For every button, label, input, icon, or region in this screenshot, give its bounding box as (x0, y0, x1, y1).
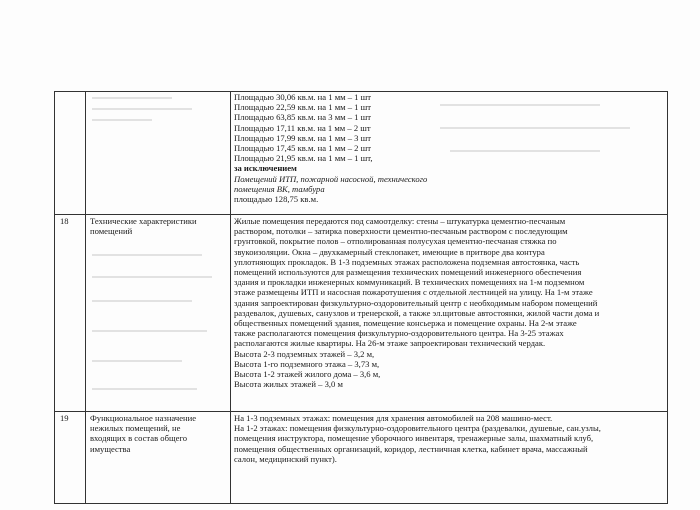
height-line: Высота 1-2 этажей жилого дома – 3,6 м, (234, 369, 381, 380)
description-line: помещения общественных организаций, коридор, лестничная клетка, кабинет врача, массажный (234, 443, 588, 454)
exclusion-line: помещения ВК, тамбура (234, 183, 325, 194)
description-line: На 1-3 подземных этажах: помещения для хранения автомобилей на 208 машино-мест. (234, 413, 553, 423)
description-line: здания и прокладки инженерных коммуникаций. В технических помещениях на 1-м подземном (234, 277, 585, 288)
description-line: также располагаются помещения физкультурно-оздоровительного центра. На 3-25 этажах (234, 328, 564, 339)
row-title-line: имущества (90, 443, 131, 454)
column-divider (85, 92, 86, 503)
description-line: этаже размещены ИТП и насосная пожаротушения с отдельной лестницей на улицу. На 1-м этаже (234, 287, 593, 298)
description-line: На 1-2 этажах: помещения физкультурно-оздоровительного центра (раздевалки, душевые, сан.узлы, (234, 423, 601, 434)
description-line: располагаются жилые квартиры. На 26-м этаже запроектирован технический чердак. (234, 338, 546, 349)
description-line: раствором, потолки – затирка поверхности цементно-песчаным раствором с последующим (234, 226, 568, 237)
exclusion-area: площадью 128,75 кв.м. (234, 194, 319, 205)
description-line: помещения инструктора, помещение уборочного инвентаря, тренажерные залы, шахматный клуб, (234, 433, 594, 444)
area-line: Площадью 30,06 кв.м. на 1 мм – 1 шт (234, 92, 371, 102)
height-line: Высота 2-3 подземных этажей – 3,2 м, (234, 348, 375, 359)
column-divider (230, 92, 231, 503)
area-line: Площадью 17,11 кв.м. на 1 мм – 2 шт (234, 122, 371, 133)
height-line: Высота 1-го подземного этажа – 3,73 м, (234, 358, 380, 369)
row-title-line: помещений (90, 226, 133, 237)
functional-description (234, 413, 664, 464)
description-line: Жилые помещения передаются под самоотделку: стены – штукатурка цементно-песчаным (234, 216, 566, 226)
description-line: раздевалок, душевых, санузлов и тренерской, а также эл.щитовые автостоянки, жилой части дома и (234, 307, 600, 318)
row-divider (55, 411, 667, 412)
area-line: Площадью 17,99 кв.м. на 1 мм – 3 шт (234, 132, 371, 143)
row-number: 19 (60, 413, 69, 423)
row-title-line: Технические характеристики (90, 216, 197, 226)
row-title-line: нежилых помещений, не (90, 423, 181, 434)
technical-description (234, 216, 664, 389)
area-line: Площадью 21,95 кв.м. на 1 мм – 1 шт, (234, 153, 373, 164)
row-title-line: входящих в состав общего (90, 433, 187, 444)
exclusion-line: Помещений ИТП, пожарной насосной, технического (234, 173, 428, 184)
height-line: Высота жилых этажей – 3,0 м (234, 379, 343, 390)
area-line: Площадью 63,85 кв.м. на 3 мм – 1 шт (234, 112, 371, 123)
description-line: общественных помещений здания, помещение консьержа и помещение охраны. На 2-м этаже (234, 318, 577, 329)
description-line: грунтовкой, покрытие полов – отполированная полусухая цементно-песчаная стяжка по (234, 236, 557, 247)
areas-list (234, 92, 664, 204)
row-divider (55, 214, 667, 215)
exclusion-label: за исключением (234, 163, 297, 174)
area-line: Площадью 17,45 кв.м. на 1 мм – 2 шт (234, 143, 371, 154)
description-line: звукоизоляции. Окна – двухкамерный стеклопакет, имеющие в притворе два контура (234, 246, 545, 257)
description-line: помещений используются для размещения технических помещений инженерного обеспечения (234, 267, 582, 278)
description-line: уплотняющих прокладок. В 1-3 подземных этажах расположена подземная автостоянка, часть (234, 256, 580, 267)
row-title (90, 216, 228, 236)
row-title-line: Функциональное назначение (90, 413, 197, 423)
row-number: 18 (60, 216, 69, 226)
description-line: салон, медицинский пункт). (234, 453, 337, 464)
area-line: Площадью 22,59 кв.м. на 1 мм – 1 шт (234, 102, 371, 113)
row-title (90, 413, 228, 454)
description-line: здания запроектирован физкультурно-оздоровительный центр с необходимым набором помещений (234, 297, 598, 308)
property-table (54, 91, 668, 504)
